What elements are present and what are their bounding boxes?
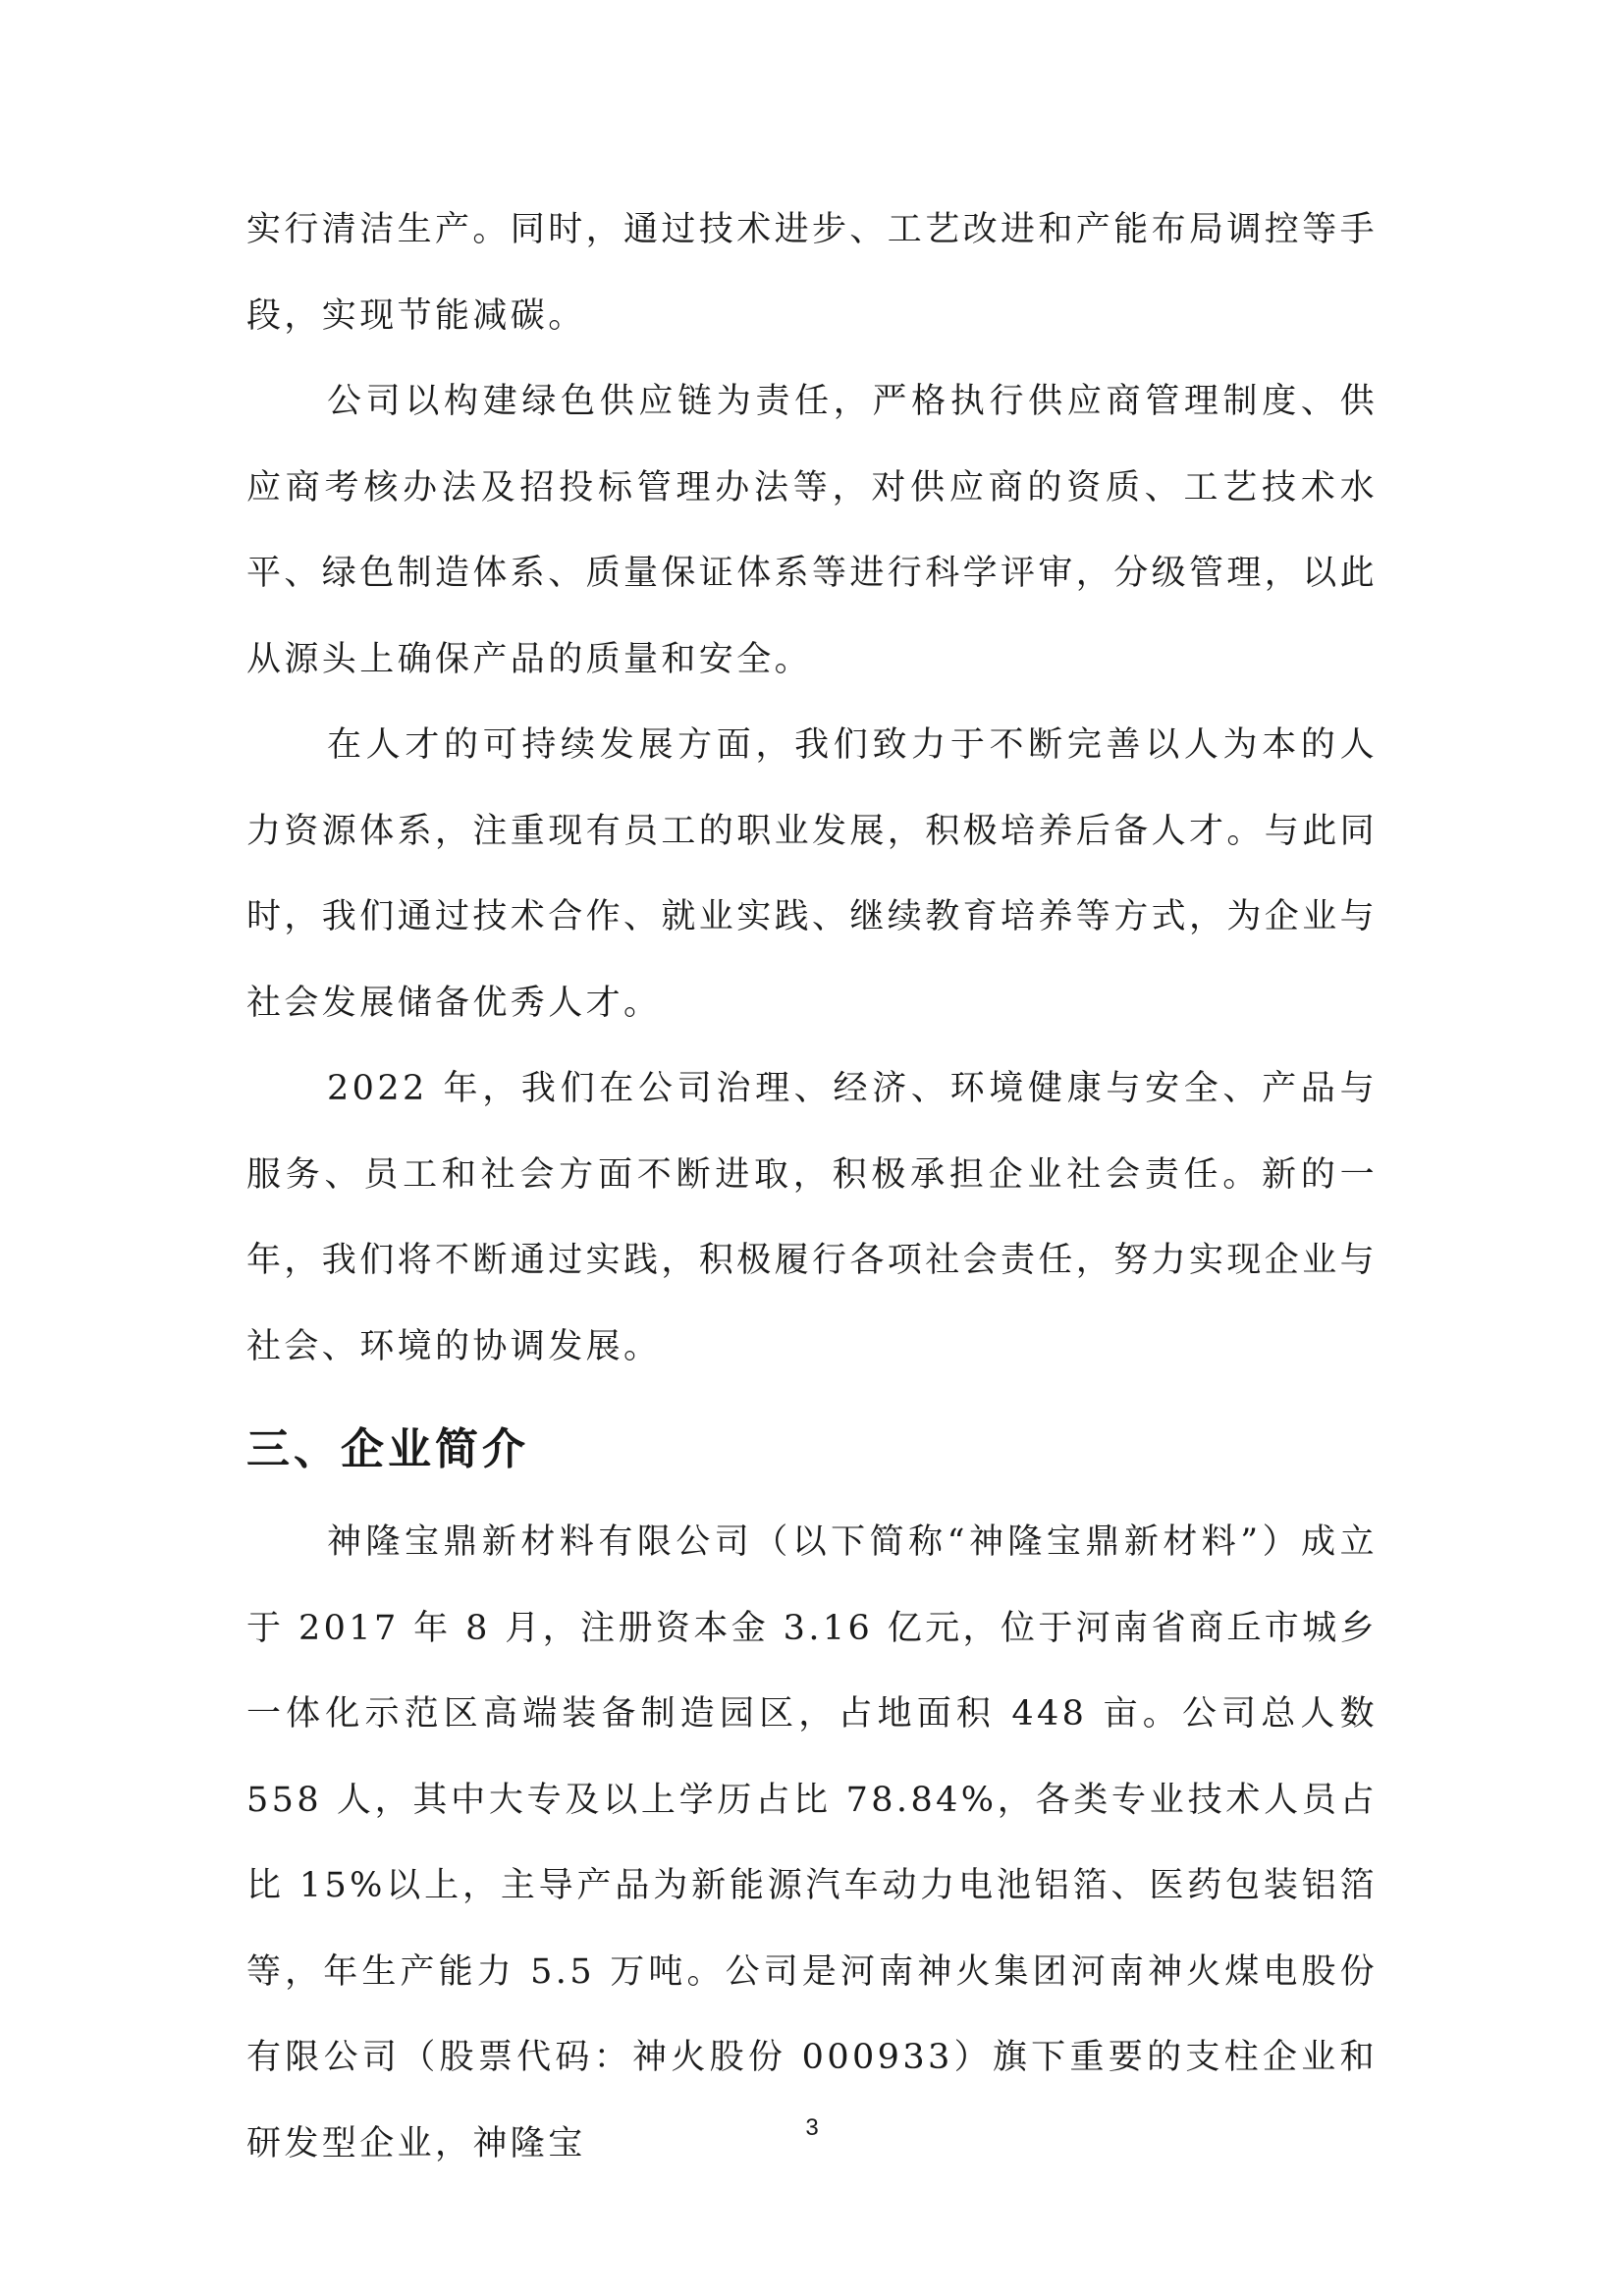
paragraph-green-supply-chain: 公司以构建绿色供应链为责任，严格执行供应商管理制度、供应商考核办法及招投标管理办法等，对供应商的资质、工艺技术水平、绿色制造体系、质量保证体系等进行科学评审，分级管理，以此从源头上确保产品的质量和安全。 (246, 382, 1379, 679)
paragraph-company-profile: 神隆宝鼎新材料有限公司（以下简称“神隆宝鼎新材料”）成立于 2017 年 8 月，注册资本金 3.16 亿元，位于河南省商丘市城乡一体化示范区高端装备制造园区，占地面积 448 亩。公司总人数 558 人，其中大专及以上学历占比 78.84%，各类专业技术人员占比 15%以上，主导产品为新能源汽车动力电池铝箔、医药包装铝箔等，年生产能力 5.5 万吨。公司是河南神火集团河南神火煤电股份有限公司（股票代码：神火股份 000933）旗下重要的支柱企业和研发型企业，神隆宝 (246, 1522, 1378, 2163)
paragraph-2022-summary: 2022 年，我们在公司治理、经济、环境健康与安全、产品与服务、员工和社会方面不断进取，积极承担企业社会责任。新的一年，我们将不断通过实践，积极履行各项社会责任，努力实现企业与社会、环境的协调发展。 (246, 1069, 1379, 1366)
paragraph-talent-development: 在人才的可持续发展方面，我们致力于不断完善以人为本的人力资源体系，注重现有员工的职业发展，积极培养后备人才。与此同时，我们通过技术合作、就业实践、继续教育培养等方式，为企业与社会发展储备优秀人才。 (246, 725, 1379, 1023)
section-heading-company-profile: 三、企业简介 (246, 1424, 529, 1474)
document-body (246, 187, 1378, 2187)
paragraph-clean-production: 实行清洁生产。同时，通过技术进步、工艺改进和产能布局调控等手段，实现节能减碳。 (246, 210, 1379, 336)
page-number: 3 (805, 2114, 819, 2141)
